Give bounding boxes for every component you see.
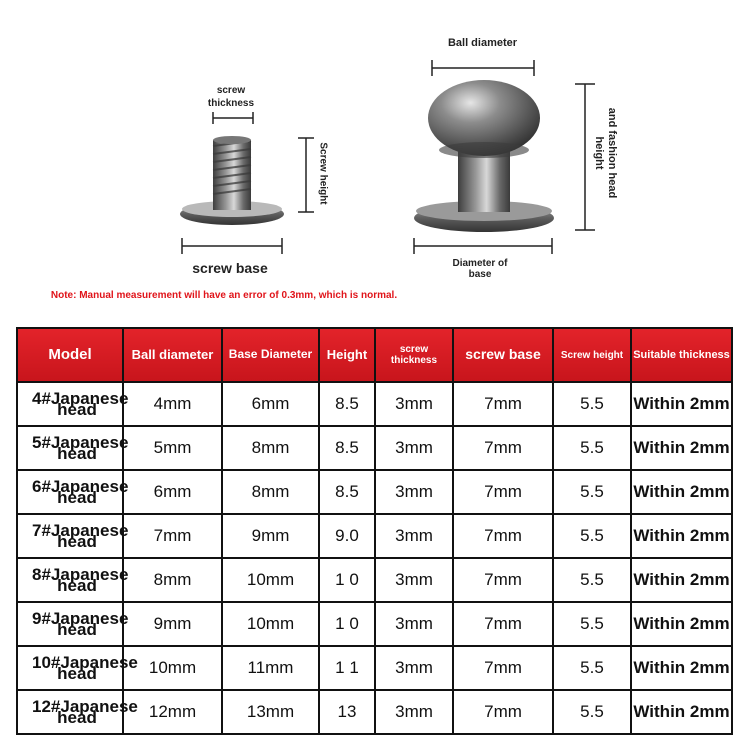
header-model: Model [17, 328, 123, 382]
screw-height-cell: 5.5 [553, 514, 631, 558]
table-row [17, 646, 732, 690]
screw-thickness-cell: 3mm [375, 646, 453, 690]
height-cell: 8.5 [319, 470, 375, 514]
ball-head-part [414, 80, 554, 232]
rivet-illustration [0, 0, 750, 290]
base-diameter-cell: 8mm [222, 426, 319, 470]
base-diameter-cell: 11mm [222, 646, 319, 690]
table-row [17, 602, 732, 646]
suitable-thickness-cell: Within 2mm [631, 646, 732, 690]
screw-height-cell: 5.5 [553, 602, 631, 646]
suitable-thickness-cell: Within 2mm [631, 558, 732, 602]
height-cell: 1 0 [319, 558, 375, 602]
screw-base-cell: 7mm [453, 470, 553, 514]
ball-diameter-cell: 4mm [123, 382, 222, 426]
screw-base-cell: 7mm [453, 690, 553, 734]
suitable-thickness-cell: Within 2mm [631, 602, 732, 646]
height-cell: 1 0 [319, 602, 375, 646]
screw-thickness-cell: 3mm [375, 514, 453, 558]
model-cell: 7#Japanese head [17, 514, 123, 558]
base-diameter-cell: 13mm [222, 690, 319, 734]
screw-height-label: Screw height [317, 142, 329, 205]
height-cell: 9.0 [319, 514, 375, 558]
model-cell: 10#Japanese head [17, 646, 123, 690]
ball-diameter-cell: 8mm [123, 558, 222, 602]
table-row [17, 690, 732, 734]
header-height: Height [319, 328, 375, 382]
model-cell: 12#Japanese head [17, 690, 123, 734]
screw-base-cell: 7mm [453, 382, 553, 426]
product-diagram [0, 0, 750, 325]
screw-base-cell: 7mm [453, 514, 553, 558]
screw-thickness-cell: 3mm [375, 382, 453, 426]
table-row [17, 426, 732, 470]
screw-thickness-label: screw thickness [207, 85, 255, 109]
screw-height-cell: 5.5 [553, 690, 631, 734]
measurement-note: Note: Manual measurement will have an error of 0.3mm, which is normal. [50, 290, 398, 301]
base-diameter-cell: 8mm [222, 470, 319, 514]
screw-base-cell: 7mm [453, 426, 553, 470]
base-diameter-cell: 6mm [222, 382, 319, 426]
header-suitable-thickness: Suitable thickness [631, 328, 732, 382]
base-diameter-cell: 10mm [222, 558, 319, 602]
height-cell: 1 1 [319, 646, 375, 690]
suitable-thickness-cell: Within 2mm [631, 690, 732, 734]
screw-part [180, 136, 284, 225]
height-cell: 8.5 [319, 426, 375, 470]
suitable-thickness-cell: Within 2mm [631, 426, 732, 470]
suitable-thickness-cell: Within 2mm [631, 382, 732, 426]
ball-diameter-label: Ball diameter [447, 37, 518, 49]
screw-height-cell: 5.5 [553, 558, 631, 602]
screw-thickness-cell: 3mm [375, 558, 453, 602]
height-cell: 8.5 [319, 382, 375, 426]
screw-height-cell: 5.5 [553, 646, 631, 690]
screw-base-cell: 7mm [453, 602, 553, 646]
table-row [17, 558, 732, 602]
suitable-thickness-cell: Within 2mm [631, 514, 732, 558]
base-diameter-label: Diameter of base [452, 258, 508, 280]
table-header-row [17, 328, 732, 382]
model-cell: 8#Japanese head [17, 558, 123, 602]
table-row [17, 514, 732, 558]
ball-diameter-cell: 7mm [123, 514, 222, 558]
header-screw-thickness: screw thickness [375, 328, 453, 382]
ball-diameter-cell: 9mm [123, 602, 222, 646]
header-base-diameter: Base Diameter [222, 328, 319, 382]
suitable-thickness-cell: Within 2mm [631, 470, 732, 514]
table-row [17, 470, 732, 514]
ball-diameter-cell: 6mm [123, 470, 222, 514]
base-diameter-cell: 9mm [222, 514, 319, 558]
screw-thickness-cell: 3mm [375, 426, 453, 470]
ball-diameter-cell: 10mm [123, 646, 222, 690]
screw-thickness-cell: 3mm [375, 470, 453, 514]
screw-base-cell: 7mm [453, 558, 553, 602]
screw-height-cell: 5.5 [553, 426, 631, 470]
screw-base-label: screw base [192, 260, 268, 276]
head-height-label: and fashion head height [593, 107, 618, 199]
screw-height-cell: 5.5 [553, 382, 631, 426]
model-cell: 5#Japanese head [17, 426, 123, 470]
model-cell: 6#Japanese head [17, 470, 123, 514]
spec-table [16, 327, 733, 735]
screw-thickness-cell: 3mm [375, 602, 453, 646]
base-diameter-cell: 10mm [222, 602, 319, 646]
screw-thickness-cell: 3mm [375, 690, 453, 734]
table-row [17, 382, 732, 426]
model-cell: 4#Japanese head [17, 382, 123, 426]
height-cell: 13 [319, 690, 375, 734]
header-ball-diameter: Ball diameter [123, 328, 222, 382]
screw-base-cell: 7mm [453, 646, 553, 690]
header-screw-height: Screw height [553, 328, 631, 382]
ball-diameter-cell: 5mm [123, 426, 222, 470]
screw-height-cell: 5.5 [553, 470, 631, 514]
ball-diameter-cell: 12mm [123, 690, 222, 734]
model-cell: 9#Japanese head [17, 602, 123, 646]
header-screw-base: screw base [453, 328, 553, 382]
